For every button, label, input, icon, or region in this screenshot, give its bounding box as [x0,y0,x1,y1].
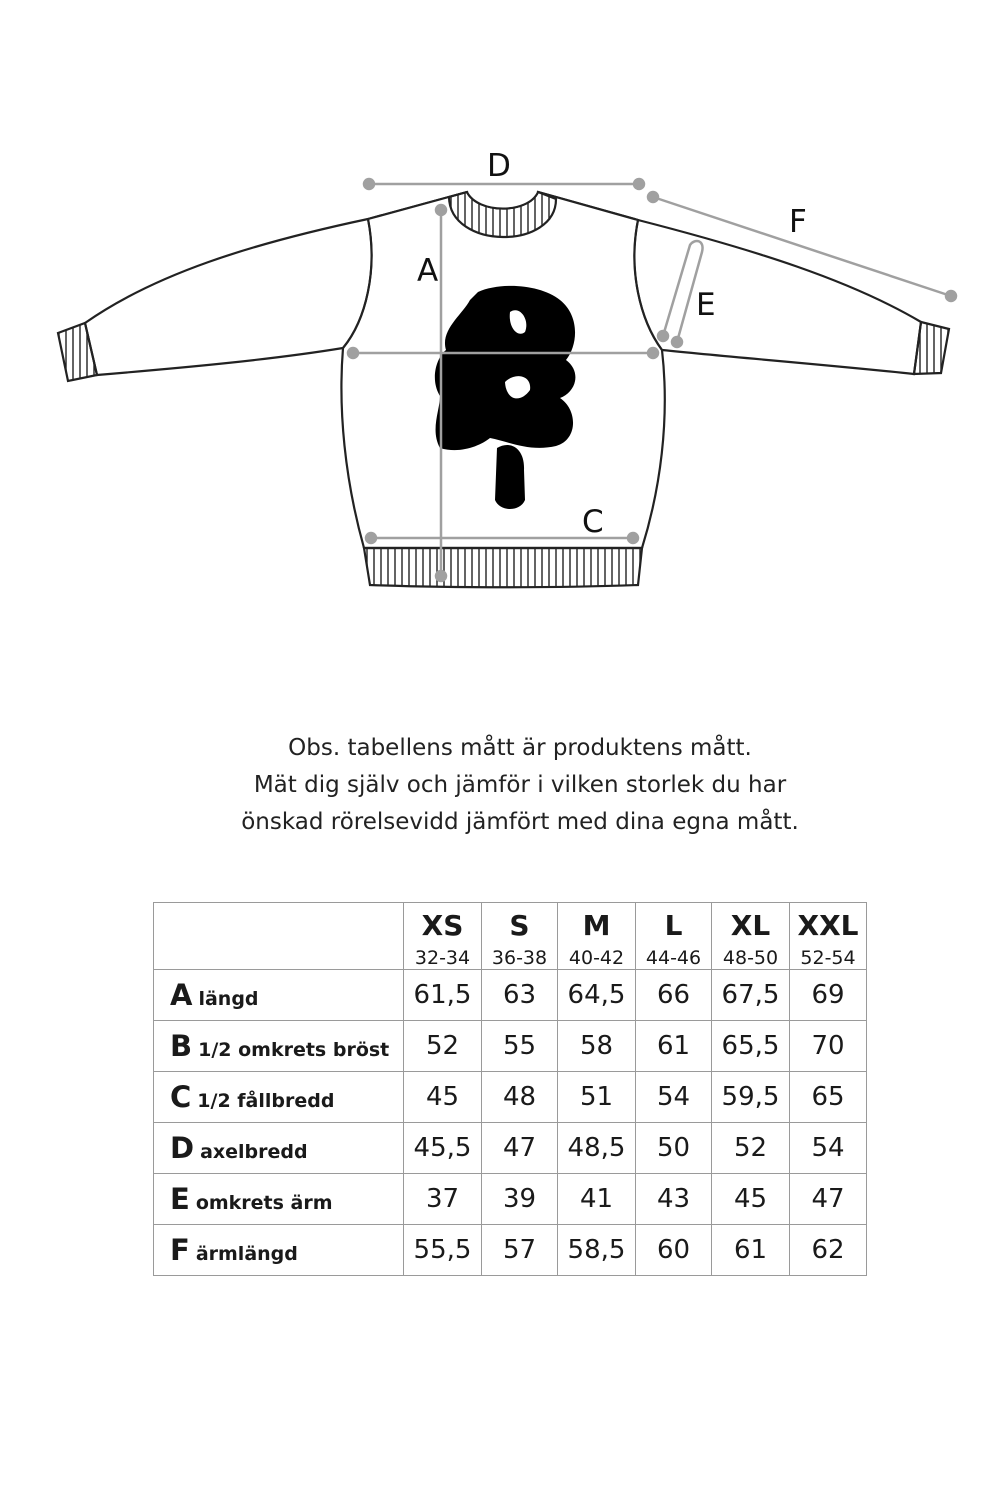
row-label: E omkrets ärm [154,1174,404,1225]
value-cell: 70 [790,1021,867,1072]
value-cell: 52 [712,1123,790,1174]
label-c: C [582,504,604,540]
size-header-l: L 44-46 [636,903,712,970]
value-cell: 57 [482,1225,558,1276]
value-cell: 39 [482,1174,558,1225]
value-cell: 61 [712,1225,790,1276]
size-header-s: S 36-38 [482,903,558,970]
value-cell: 37 [404,1174,482,1225]
value-cell: 43 [636,1174,712,1225]
value-cell: 52 [404,1021,482,1072]
note-line: Obs. tabellens mått är produktens mått. [288,735,752,761]
size-header-xs: XS 32-34 [404,903,482,970]
value-cell: 55,5 [404,1225,482,1276]
size-header-row [154,903,867,970]
value-cell: 61 [636,1021,712,1072]
label-d: D [487,148,511,184]
value-cell: 54 [790,1123,867,1174]
value-cell: 63 [482,970,558,1021]
value-cell: 54 [636,1072,712,1123]
value-cell: 45 [404,1072,482,1123]
hem-rib [364,548,642,587]
value-cell: 45 [712,1174,790,1225]
value-cell: 65,5 [712,1021,790,1072]
size-table [153,902,867,1276]
value-cell: 64,5 [558,970,636,1021]
value-cell: 61,5 [404,970,482,1021]
size-header-xl: XL 48-50 [712,903,790,970]
label-e: E [696,287,716,323]
size-header-xxl: XXL 52-54 [790,903,867,970]
table-row [154,1123,867,1174]
measurement-note [0,730,1000,841]
label-a: A [417,253,439,289]
table-row [154,970,867,1021]
right-cuff [914,322,949,374]
row-label: B 1/2 omkrets bröst [154,1021,404,1072]
row-label: C 1/2 fållbredd [154,1072,404,1123]
value-cell: 48,5 [558,1123,636,1174]
value-cell: 50 [636,1123,712,1174]
value-cell: 45,5 [404,1123,482,1174]
value-cell: 58,5 [558,1225,636,1276]
note-line: Mät dig själv och jämför i vilken storlek du har [253,772,787,798]
value-cell: 60 [636,1225,712,1276]
table-row [154,1225,867,1276]
value-cell: 47 [790,1174,867,1225]
value-cell: 65 [790,1072,867,1123]
table-row [154,1174,867,1225]
table-row [154,1021,867,1072]
label-f: F [789,204,807,240]
row-label: F ärmlängd [154,1225,404,1276]
value-cell: 62 [790,1225,867,1276]
row-label: D axelbredd [154,1123,404,1174]
size-header-m: M 40-42 [558,903,636,970]
header-empty-cell [154,903,404,970]
value-cell: 51 [558,1072,636,1123]
value-cell: 58 [558,1021,636,1072]
value-cell: 41 [558,1174,636,1225]
sweater-measurement-diagram [0,0,1000,640]
value-cell: 69 [790,970,867,1021]
note-line: önskad rörelsevidd jämfört med dina egna mått. [241,809,799,835]
value-cell: 67,5 [712,970,790,1021]
value-cell: 47 [482,1123,558,1174]
value-cell: 55 [482,1021,558,1072]
value-cell: 48 [482,1072,558,1123]
value-cell: 66 [636,970,712,1021]
value-cell: 59,5 [712,1072,790,1123]
row-label: A längd [154,970,404,1021]
table-row [154,1072,867,1123]
